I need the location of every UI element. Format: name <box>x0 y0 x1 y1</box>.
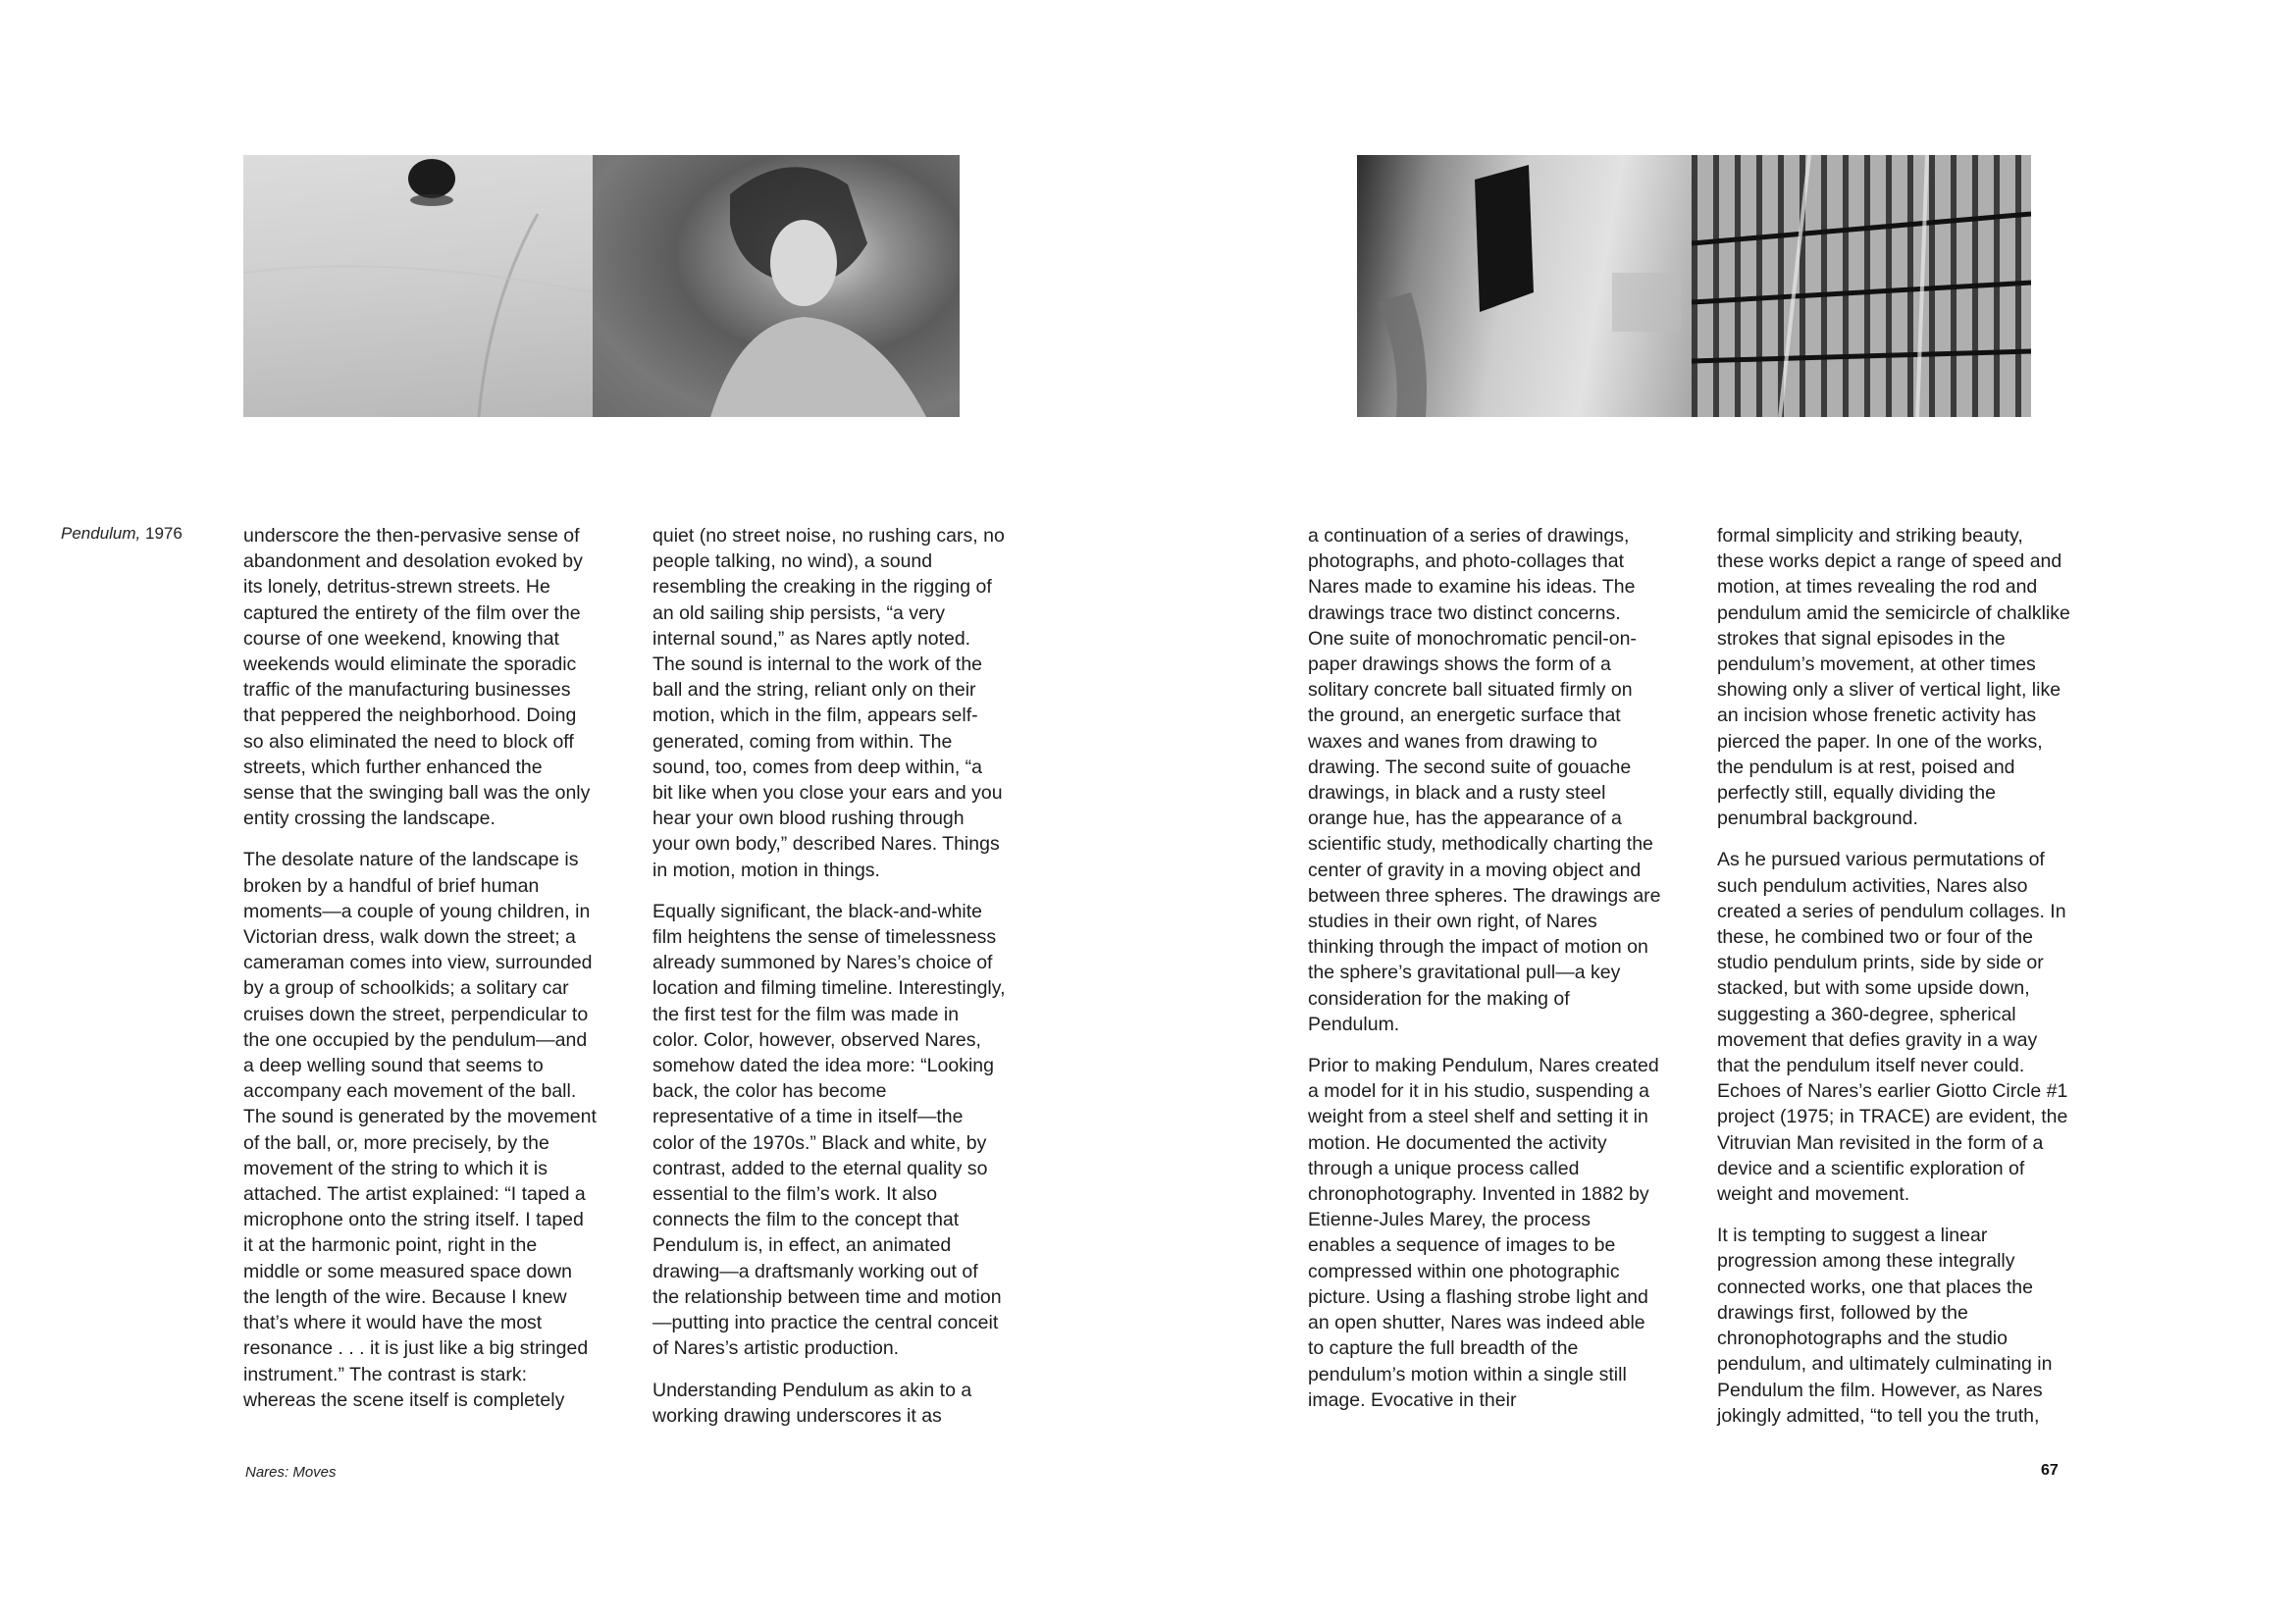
paragraph: It is tempting to suggest a linear progression among these integrally connected works, one that places the drawings first, followed by the chronophotographs and the studio pendulum, and ultimately culminating in Pendulum the film. However, as Nares jokingly admitted, “to tell you the truth, <box>1717 1225 2053 1427</box>
running-head: Nares: Moves <box>245 1464 337 1481</box>
page-number: 67 <box>2041 1462 2059 1479</box>
film-still-building-fire-escapes <box>1692 155 2031 417</box>
caption-year: 1976 <box>145 524 183 543</box>
paragraph: Understanding Pendulum as akin to a working drawing underscores it as <box>652 1379 972 1427</box>
paragraph: The desolate nature of the landscape is broken by a handful of brief human moments—a couple of young children, in Victorian dress, walk down the street; a cameraman comes into view, surrounded by a group of schoolkids; a solitary car cruises down the street, perpendicular to the one occupied by the pendulum—and a deep welling sound that seems to accompany each movement of the ball. The sound is generated by the movement of the ball, or, more precisely, by the movement of the string to which it is attached. The artist explained: “I taped a microphone onto the string itself. I taped it at the harmonic point, right in the middle or some measured space down the length of the wire. Because I knew that’s where it would have the most resonance . . . it is just like a big stringed instrument.” The contrast is stark: whereas the scene itself is completely <box>243 849 597 1411</box>
film-still-running-man <box>593 155 960 417</box>
text-column-2 <box>652 523 1006 1444</box>
text-column-3 <box>1308 523 1661 1429</box>
caption-title: Pendulum, <box>61 524 141 543</box>
film-still-pendulum-ball <box>243 155 593 417</box>
paragraph: formal simplicity and striking beauty, these works depict a range of speed and motion, at times revealing the rod and pendulum amid the semicircle of chalklike strokes that signal episodes in the pendulum’s movement, at other times showing only a sliver of vertical light, like an incision whose frenetic activity has pierced the paper. In one of the works, the pendulum is at rest, poised and perfectly still, equally dividing the penumbral background. <box>1717 525 2070 830</box>
paragraph: Prior to making Pendulum, Nares created a model for it in his studio, suspending a weight from a steel shelf and setting it in motion. He documented the activity through a unique process called chronophotography. Invented in 1882 by Etienne-Jules Marey, the process enables a sequence of images to be compressed within one photographic picture. Using a flashing strobe light and an open shutter, Nares was indeed able to capture the full breadth of the pendulum’s motion within a single still image. Evocative in their <box>1308 1055 1659 1411</box>
text-column-1 <box>243 523 597 1429</box>
text-column-4 <box>1717 523 2070 1444</box>
paragraph: As he pursued various permutations of such pendulum activities, Nares also created a series of pendulum collages. In these, he combined two or four of the studio pendulum prints, side by side or stacked, but with some upside down, suggesting a 360-degree, spherical movement that defies gravity in a way that the pendulum itself never could. Echoes of Nares’s earlier Giotto Circle #1 project (1975; in TRACE) are evident, the Vitruvian Man revisited in the form of a device and a scientific exploration of weight and movement. <box>1717 849 2068 1206</box>
paragraph: Equally significant, the black-and-white film heightens the sense of timelessness already summoned by Nares’s choice of location and filming timeline. Interestingly, the first test for the film was made in color. Color, however, observed Nares, somehow dated the idea more: “Looking back, the color has become representative of a time in itself—the color of the 1970s.” Black and white, by contrast, added to the eternal quality so essential to the film’s work. It also connects the film to the concept that Pendulum is, in effect, an animated drawing—a draftsmanly working out of the relationship between time and motion—putting into practice the central conceit of Nares’s artistic production. <box>652 900 1006 1360</box>
paragraph: a continuation of a series of drawings, photographs, and photo-collages that Nares made to examine his ideas. The drawings trace two distinct concerns. One suite of monochromatic pencil-on-paper drawings shows the form of a solitary concrete ball situated firmly on the ground, an energetic surface that waxes and wanes from drawing to drawing. The second suite of gouache drawings, in black and a rusty steel orange hue, has the appearance of a scientific study, methodically charting the center of gravity in a moving object and between three spheres. The drawings are studies in their own right, of Nares thinking through the impact of motion on the sphere’s gravitational pull—a key consideration for the making of Pendulum. <box>1308 525 1661 1035</box>
paragraph: underscore the then-pervasive sense of abandonment and desolation evoked by its lonely, detritus-strewn streets. He captured the entirety of the film over the course of one weekend, knowing that weekends would eliminate the sporadic traffic of the manufacturing businesses that peppered the neighborhood. Doing so also eliminated the need to block off streets, which further enhanced the sense that the swinging ball was the only entity crossing the landscape. <box>243 525 591 830</box>
paragraph: quiet (no street noise, no rushing cars, no people talking, no wind), a sound resembling the creaking in the rigging of an old sailing ship persists, “a very internal sound,” as Nares aptly noted. The sound is internal to the work of the ball and the string, reliant only on their motion, which in the film, appears self-generated, coming from within. The sound, too, comes from deep within, “a bit like when you close your ears and you hear your own blood rushing through your own body,” described Nares. Things in motion, motion in things. <box>652 525 1005 881</box>
film-still-window-facade <box>1357 155 1692 417</box>
figure-caption <box>61 523 183 545</box>
